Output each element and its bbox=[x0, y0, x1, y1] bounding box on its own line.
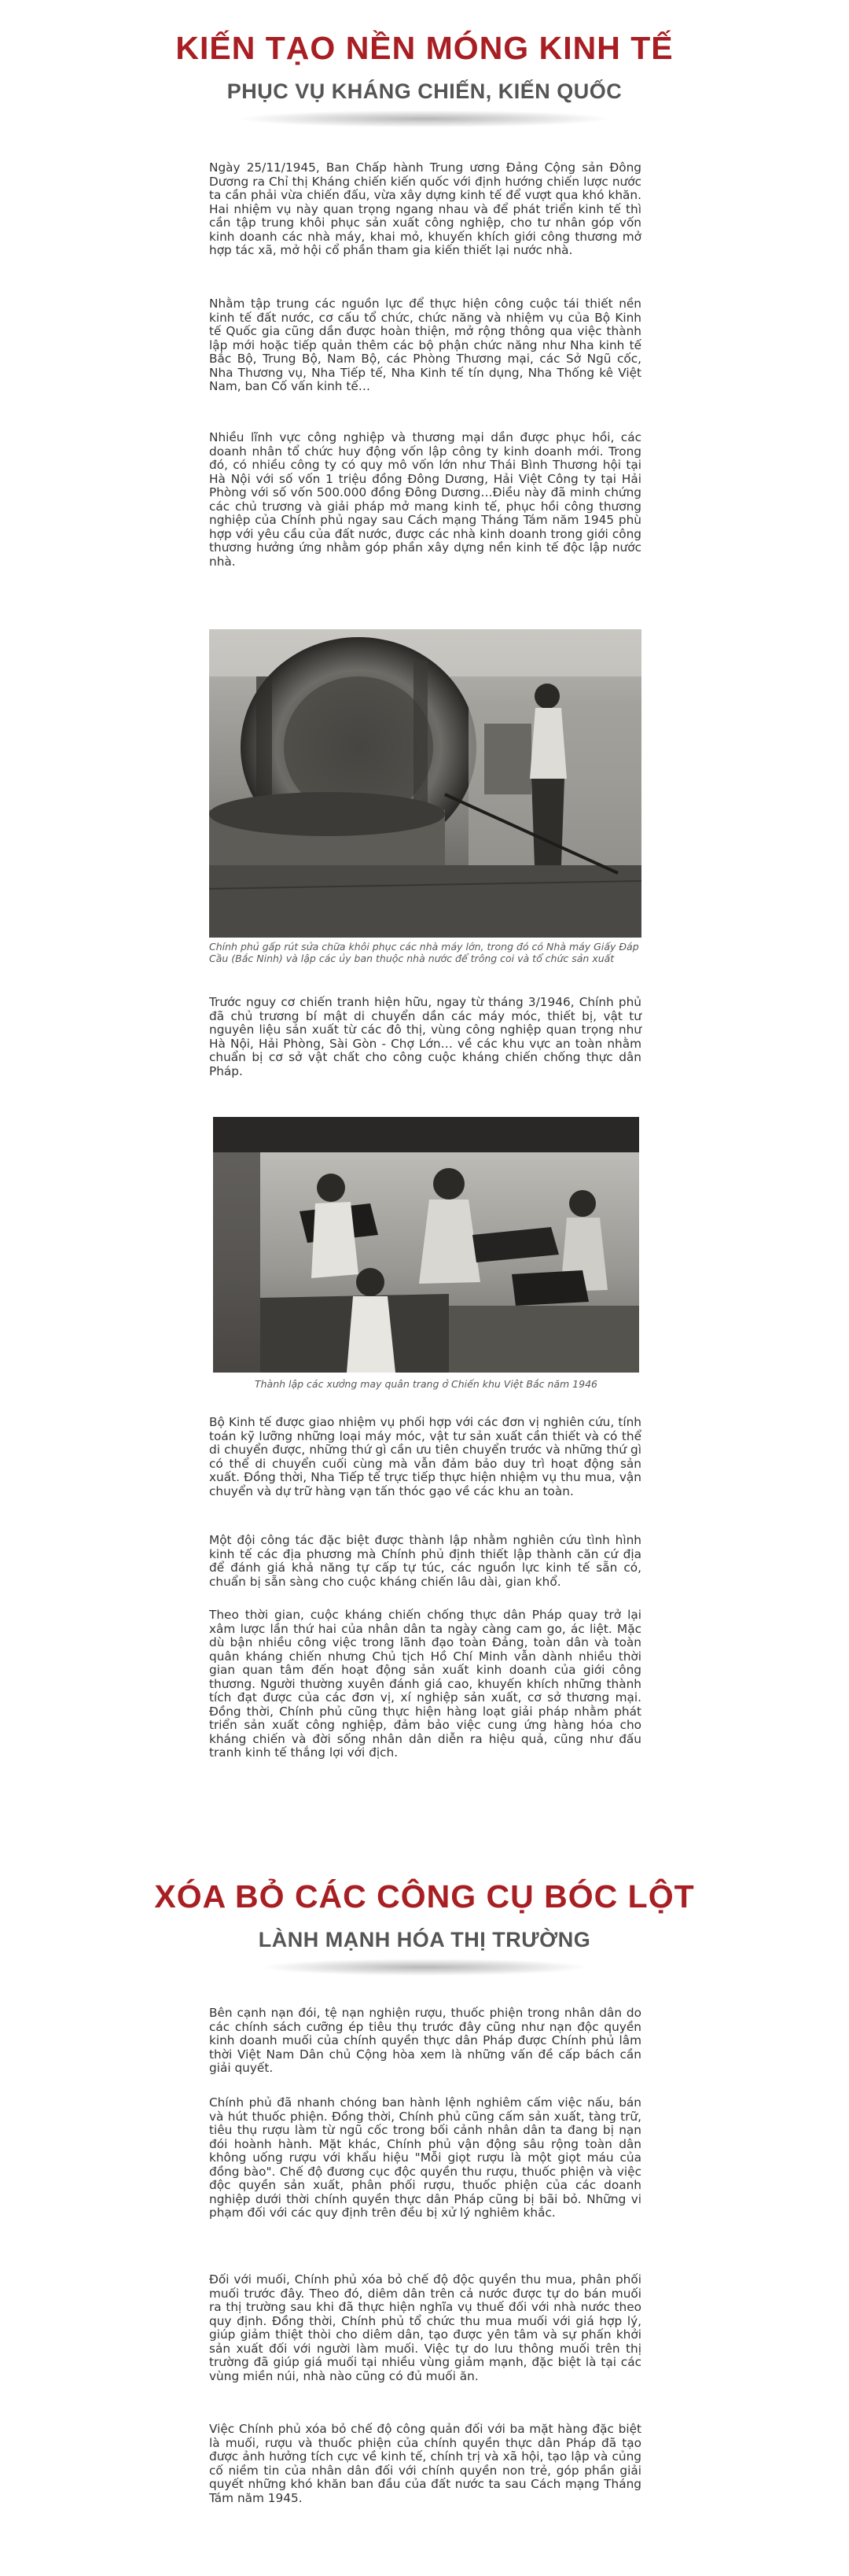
section2-paragraph-1: Bên cạnh nạn đói, tệ nạn nghiện rượu, thuốc phiện trong nhân dân do các chính sách cưỡng ép tiêu thụ trước đây cũng như nạn độc quyền kinh doanh muối của chính quyền thực dân Pháp được Chính phủ lâm thời Việt Nam Dân chủ Cộng hòa xem là những vấn đề cấp bách cần giải quyết. bbox=[209, 2006, 641, 2075]
section1-paragraph-3: Nhiều lĩnh vực công nghiệp và thương mại dần được phục hồi, các doanh nhân tổ chức huy động vốn lập công ty kinh doanh mới. Trong đó, có nhiều công ty có quy mô vốn lớn như Thái Bình Thương hội tại Hà Nội với số vốn 1 triệu đồng Đông Dương, Hải Việt Công ty tại Hải Phòng với số vốn 500.000 đồng Đông Dương…Điều này đã minh chứng các chủ trương và giải pháp mở mang kinh tế, phục hồi công thương nghiệp của Chính phủ ngay sau Cách mạng Tháng Tám năm 1945 phù hợp với yêu cầu của đất nước, được các nhà kinh doanh trong giới công thương hưởng ứng nhằm góp phần xây dựng nền kinh tế độc lập nước nhà. bbox=[209, 430, 641, 569]
section1-paragraph-4: Trước nguy cơ chiến tranh hiện hữu, ngay từ tháng 3/1946, Chính phủ đã chủ trương bí mật di chuyển dần các máy móc, thiết bị, vật tư nguyên liệu sản xuất từ các đô thị, vùng công nghiệp quan trọng như Hà Nội, Hải Phòng, Sài Gòn - Chợ Lớn… về các khu vực an toàn nhằm chuẩn bị cơ sở vật chất cho công cuộc kháng chiến chống thực dân Pháp. bbox=[209, 995, 641, 1078]
section1-paragraph-6: Một đội công tác đặc biệt được thành lập nhằm nghiên cứu tình hình kinh tế các địa phương mà Chính phủ định thiết lập thành căn cứ địa để đánh giá khả năng tự cấp tự túc, các nguồn lực kinh tế sẵn có, chuẩn bị sẵn sàng cho cuộc kháng chiến lâu dài, gian khổ. bbox=[209, 1533, 641, 1589]
section1-paragraph-2: Nhằm tập trung các nguồn lực để thực hiện công cuộc tái thiết nền kinh tế đất nước, cơ cấu tổ chức, chức năng và nhiệm vụ của Bộ Kinh tế Quốc gia cũng dần được hoàn thiện, mở rộng thông qua việc thành lập mới hoặc tiếp quản thêm các bộ phận chức năng như Nha kinh tế Bắc Bộ, Trung Bộ, Nam Bộ, các Phòng Thương mại, các Sở Ngũ cốc, Nha Thương vụ, Nha Tiếp tế, Nha Kinh tế tín dụng, Nha Thống kê Việt Nam, ban Cố vấn kinh tế… bbox=[209, 297, 641, 393]
section2-paragraph-4: Việc Chính phủ xóa bỏ chế độ công quản đối với ba mặt hàng đặc biệt là muối, rượu và thuốc phiện của chính quyền thực dân Pháp đã tạo được ảnh hưởng tích cực về kinh tế, chính trị và xã hội, tạo lập và củng cố niềm tin của nhân dân đối với chính quyền non trẻ, góp phần giải quyết những khó khăn ban đầu của đất nước ta sau Cách mạng Tháng Tám năm 1945. bbox=[209, 2422, 641, 2505]
section2-paragraph-2: Chính phủ đã nhanh chóng ban hành lệnh nghiêm cấm việc nấu, bán và hút thuốc phiện. Đồng thời, Chính phủ cũng cấm sản xuất, tàng trữ, tiêu thụ rượu làm từ ngũ cốc trong bối cảnh nhân dân ta đang bị nạn đói hoành hành. Mặt khác, Chính phủ vận động sâu rộng toàn dân không uống rượu với khẩu hiệu "Mỗi giọt rượu là một giọt máu của đồng bào". Chế độ đương cục độc quyền thu rượu, thuốc phiện và việc độc quyền sản xuất, phân phối rượu, thuốc phiện của các doanh nghiệp dưới thời chính quyền thực dân Pháp cũng bị bãi bỏ. Những vi phạm đối với các quy định trên đều bị xử lý nghiêm khắc. bbox=[209, 2095, 641, 2220]
section2-subtitle-shadow bbox=[259, 1959, 590, 1976]
paper-mill-photo bbox=[209, 629, 641, 938]
tailoring-workshop-photo bbox=[213, 1117, 639, 1373]
tailoring-workshop-photo-caption: Thành lập các xưởng may quân trang ở Chiến khu Việt Bắc năm 1946 bbox=[254, 1378, 597, 1390]
section1-title: KIẾN TẠO NỀN MÓNG KINH TẾ bbox=[175, 30, 674, 66]
section1-paragraph-7: Theo thời gian, cuộc kháng chiến chống thực dân Pháp quay trở lại xâm lược lần thứ hai của nhân dân ta ngày càng cam go, ác liệt. Mặc dù bận nhiều công việc trong lãnh đạo toàn Đảng, toàn dân và toàn quân kháng chiến nhưng Chủ tịch Hồ Chí Minh vẫn dành nhiều thời gian quan tâm đến hoạt động sản xuất kinh doanh của giới công thương. Người thường xuyên đánh giá cao, khuyến khích những thành tích đạt được của các đơn vị, xí nghiệp sản xuất, cơ sở thương mại. Đồng thời, Chính phủ cũng thực hiện hàng loạt giải pháp nhằm phát triển sản xuất công nghiệp, đảm bảo việc cung ứng hàng hóa cho kháng chiến và đời sống nhân dân diễn ra hiệu quả, cũng như đấu tranh kinh tế thắng lợi với địch. bbox=[209, 1608, 641, 1760]
section1-subtitle-shadow bbox=[236, 110, 613, 127]
section2-paragraph-3: Đối với muối, Chính phủ xóa bỏ chế độ độc quyền thu mua, phân phối muối trước đây. Theo đó, diêm dân trên cả nước được tự do bán muối ra thị trường sau khi đã thực hiện nghĩa vụ thuế đối với nhà nước theo quy định. Đồng thời, Chính phủ tổ chức thu mua muối với giá hợp lý, giúp giảm thiệt thòi cho diêm dân, tạo được yên tâm và sự phấn khởi sản xuất đối với người làm muối. Việc tự do lưu thông muối trên thị trường đã giúp giá muối tại nhiều vùng giảm mạnh, đặc biệt là tại các vùng miền núi, nhà nào cũng có đủ muối ăn. bbox=[209, 2272, 641, 2383]
section1-subtitle: PHỤC VỤ KHÁNG CHIẾN, KIẾN QUỐC bbox=[226, 79, 623, 103]
paper-mill-photo-caption: Chính phủ gấp rút sửa chữa khôi phục các nhà máy lớn, trong đó có Nhà máy Giấy Đáp Cầu (Bắc Ninh) và lập các ủy ban thuộc nhà nước để trông coi và tổ chức sản xuất bbox=[209, 941, 639, 964]
section1-paragraph-1: Ngày 25/11/1945, Ban Chấp hành Trung ương Đảng Cộng sản Đông Dương ra Chỉ thị Kháng chiến kiến quốc với định hướng chiến lược nước ta cần phải vừa chiến đấu, vừa xây dựng kinh tế để vượt qua khó khăn. Hai nhiệm vụ này quan trọng ngang nhau và để phát triển kinh tế thì cần tập trung khôi phục sản xuất công nghiệp, cho tư nhân góp vốn kinh doanh các nhà máy, khai mỏ, khuyến khích giới công thương mở hợp tác xã, mở hội cổ phần tham gia kiến thiết lại nước nhà. bbox=[209, 160, 641, 257]
section2-subtitle: LÀNH MẠNH HÓA THỊ TRƯỜNG bbox=[258, 1928, 591, 1951]
section2-title: XÓA BỎ CÁC CÔNG CỤ BÓC LỘT bbox=[154, 1878, 695, 1914]
section1-paragraph-5: Bộ Kinh tế được giao nhiệm vụ phối hợp với các đơn vị nghiên cứu, tính toán kỹ lưỡng những loại máy móc, vật tư sản xuất cần thiết và có thể di chuyển được, những thứ gì cần ưu tiên chuyển trước và những thứ gì có thể di chuyển cuối cùng mà vẫn đảm bảo duy trì hoạt động sản xuất. Đồng thời, Nha Tiếp tế trực tiếp thực hiện nhiệm vụ thu mua, vận chuyển và dự trữ hàng vạn tấn thóc gạo về các khu an toàn. bbox=[209, 1415, 641, 1498]
